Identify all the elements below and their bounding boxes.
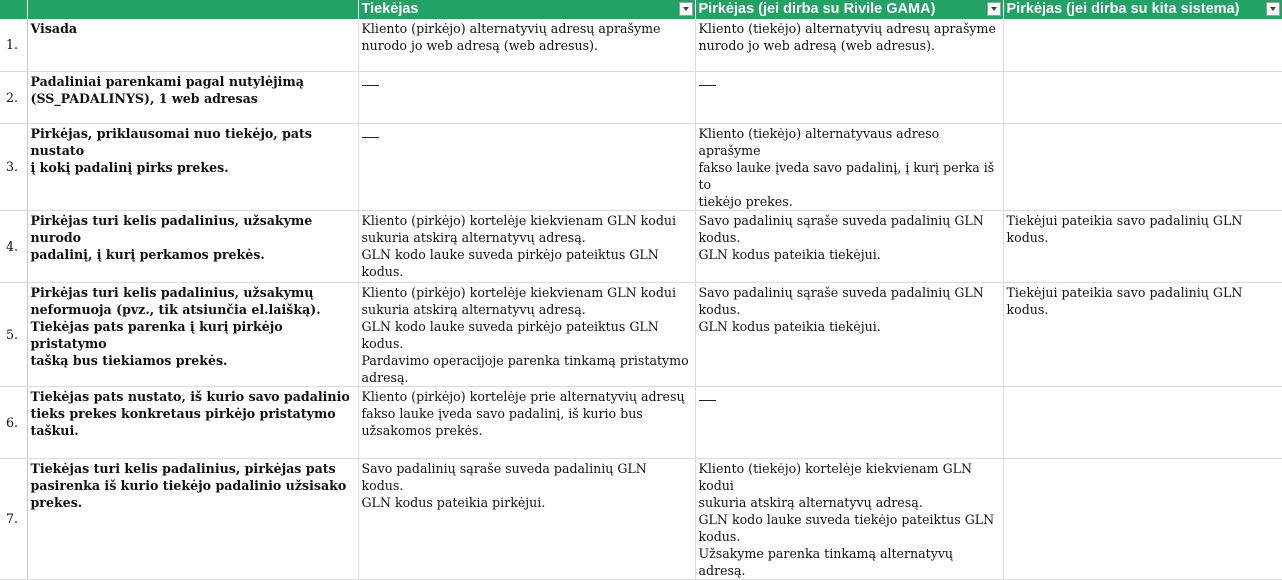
cell-line: Padaliniai parenkami pagal nutylėjimą [30, 73, 304, 89]
cell-line: adresą. [361, 369, 409, 385]
cell-line: sukuria atskirą alternatyvų adresą. [361, 301, 586, 317]
scenario-cell[interactable] [27, 210, 358, 282]
header-supplier-label: Tiekėjas [361, 1, 419, 17]
row-number[interactable]: 1. [0, 19, 27, 71]
scenario-cell[interactable] [27, 19, 358, 71]
table-row [0, 71, 1282, 123]
cell-line: Savo padalinių sąraše suveda padalinių GLN [698, 284, 984, 300]
buyer-gama-cell[interactable] [695, 210, 1003, 282]
cell-line: kodus. [698, 301, 741, 317]
buyer-other-cell[interactable] [1003, 19, 1282, 71]
cell-line: Pirkėjas, priklausomai nuo tiekėjo, pats nustato [30, 125, 312, 158]
cell-line: Kliento (pirkėjo) kortelėje kiekvienam GLN kodui [361, 284, 677, 300]
row-number[interactable]: 2. [0, 71, 27, 123]
cell-line: fakso lauke įveda savo padalinį, iš kurio bus [361, 405, 643, 421]
supplier-cell[interactable] [358, 210, 695, 282]
buyer-gama-cell[interactable] [695, 282, 1003, 386]
cell-line [699, 388, 1000, 405]
cell-line: Kliento (pirkėjo) kortelėje kiekvienam GLN kodui [361, 212, 677, 228]
supplier-cell[interactable] [358, 458, 695, 579]
cell-line: fakso lauke įveda savo padalinį, į kurį perka iš to [698, 159, 995, 192]
cell-line: Tiekėjas pats parenka į kurį pirkėjo pristatymo [30, 318, 283, 351]
buyer-gama-cell[interactable] [695, 71, 1003, 123]
cell-line: prekes. [30, 494, 83, 510]
filter-dropdown-icon[interactable] [1266, 2, 1280, 16]
buyer-other-cell[interactable] [1003, 458, 1282, 579]
cell-line: Tiekėjui pateikia savo padalinių GLN [1006, 284, 1243, 300]
cell-line: tieks prekes konkretaus pirkėjo pristatymo [30, 405, 336, 421]
cell-line: Kliento (pirkėjo) kortelėje prie alternatyvių adresų [361, 388, 685, 404]
buyer-other-cell[interactable] [1003, 210, 1282, 282]
scenario-cell[interactable] [27, 71, 358, 123]
supplier-cell[interactable] [358, 386, 695, 458]
buyer-gama-cell[interactable] [695, 123, 1003, 210]
buyer-other-cell[interactable] [1003, 386, 1282, 458]
row-number[interactable]: 5. [0, 282, 27, 386]
cell-line: kodus. [1006, 229, 1049, 245]
cell-line: Kliento (pirkėjo) alternatyvių adresų aprašyme [361, 21, 661, 36]
cell-line: sukuria atskirą alternatyvų adresą. [698, 494, 923, 510]
header-scenario [27, 0, 358, 19]
cell-line: taškui. [30, 422, 79, 438]
header-buyer-other-label: Pirkėjas (jei dirba su kita sistema) [1006, 1, 1240, 17]
cell-line: sukuria atskirą alternatyvų adresą. [361, 229, 586, 245]
cell-line: nurodo jo web adresą (web adresus). [698, 38, 935, 53]
empty-dash [362, 85, 379, 86]
cell-line: pasirenka iš kurio tiekėjo padalinio užsisako [30, 477, 347, 493]
supplier-cell[interactable] [358, 71, 695, 123]
header-buyer-gama [695, 0, 1003, 19]
cell-line [362, 73, 692, 90]
cell-line: tašką bus tiekiamos prekės. [30, 352, 228, 368]
buyer-other-cell[interactable] [1003, 123, 1282, 210]
cell-line: Visada [30, 21, 78, 36]
cell-line: Savo padalinių sąraše suveda padalinių GLN kodus. [361, 460, 647, 493]
cell-line: kodus. [698, 229, 741, 245]
cell-line: Pardavimo operacijoje parenka tinkamą pristatymo [361, 352, 689, 368]
cell-line: GLN kodus pateikia tiekėjui. [698, 318, 881, 334]
cell-line [362, 125, 692, 142]
table-row [0, 458, 1282, 579]
cell-line: Pirkėjas turi kelis padalinius, užsakyme nurodo [30, 212, 313, 245]
cell-line: Kliento (tiekėjo) alternatyvių adresų aprašyme [698, 21, 996, 36]
buyer-gama-cell[interactable] [695, 458, 1003, 579]
cell-line: Tiekėjas pats nustato, iš kurio savo padalinio [30, 388, 350, 404]
buyer-other-cell[interactable] [1003, 282, 1282, 386]
cell-line: į kokį padalinį pirks prekes. [30, 159, 229, 175]
header-row [0, 0, 1282, 19]
scenario-cell[interactable] [27, 386, 358, 458]
scenario-cell[interactable] [27, 282, 358, 386]
cell-line: GLN kodus pateikia pirkėjui. [361, 494, 546, 510]
buyer-other-cell[interactable] [1003, 71, 1282, 123]
empty-dash [699, 85, 716, 86]
cell-line: padalinį, į kurį perkamos prekės. [30, 246, 265, 262]
cell-line: GLN kodo lauke suveda pirkėjo pateiktus GLN kodus. [361, 318, 659, 351]
row-number[interactable]: 3. [0, 123, 27, 210]
cell-line: Užsakyme parenka tinkamą alternatyvų adresą. [698, 545, 954, 578]
supplier-cell[interactable] [358, 282, 695, 386]
table-row [0, 123, 1282, 210]
table-row [0, 210, 1282, 282]
cell-line: nurodo jo web adresą (web adresus). [361, 38, 598, 53]
cell-line: Pirkėjas turi kelis padalinius, užsakymų [30, 284, 314, 300]
cell-line: GLN kodo lauke suveda pirkėjo pateiktus GLN kodus. [361, 246, 659, 279]
scenario-cell[interactable] [27, 123, 358, 210]
row-number[interactable]: 4. [0, 210, 27, 282]
table-row [0, 282, 1282, 386]
cell-line: (SS_PADALINYS), 1 web adresas [30, 90, 258, 106]
cell-line: Tiekėjas turi kelis padalinius, pirkėjas pats [30, 460, 336, 476]
cell-line: Kliento (tiekėjo) kortelėje kiekvienam GLN kodui [698, 460, 973, 493]
cell-line: tiekėjo prekes. [698, 193, 793, 209]
cell-line: Savo padalinių sąraše suveda padalinių GLN [698, 212, 984, 228]
cell-line: neformuoja (pvz., tik atsiunčia el.laišką). [30, 301, 321, 317]
row-number[interactable]: 6. [0, 386, 27, 458]
cell-line: Tiekėjui pateikia savo padalinių GLN [1006, 212, 1243, 228]
filter-dropdown-icon[interactable] [679, 2, 693, 16]
empty-dash [362, 137, 379, 138]
empty-dash [699, 400, 716, 401]
supplier-cell[interactable] [358, 123, 695, 210]
header-buyer-gama-label: Pirkėjas (jei dirba su Rivile GAMA) [698, 1, 936, 17]
header-supplier [358, 0, 695, 19]
row-number[interactable]: 7. [0, 458, 27, 579]
buyer-gama-cell[interactable] [695, 19, 1003, 71]
cell-line: užsakomos prekės. [361, 422, 483, 438]
cell-line: kodus. [698, 528, 741, 544]
scenario-cell[interactable] [27, 458, 358, 579]
cell-line: GLN kodus pateikia tiekėjui. [698, 246, 881, 262]
filter-dropdown-icon[interactable] [987, 2, 1001, 16]
cell-line: kodus. [1006, 301, 1049, 317]
supplier-cell[interactable] [358, 19, 695, 71]
cell-line: GLN kodo lauke suveda tiekėjo pateiktus GLN [698, 511, 995, 527]
table-row [0, 386, 1282, 458]
header-blank [0, 0, 27, 19]
table-row [0, 19, 1282, 71]
cell-line [699, 73, 1000, 90]
buyer-gama-cell[interactable] [695, 386, 1003, 458]
cell-line: Kliento (tiekėjo) alternatyvaus adreso aprašyme [698, 125, 940, 158]
header-buyer-other [1003, 0, 1282, 19]
